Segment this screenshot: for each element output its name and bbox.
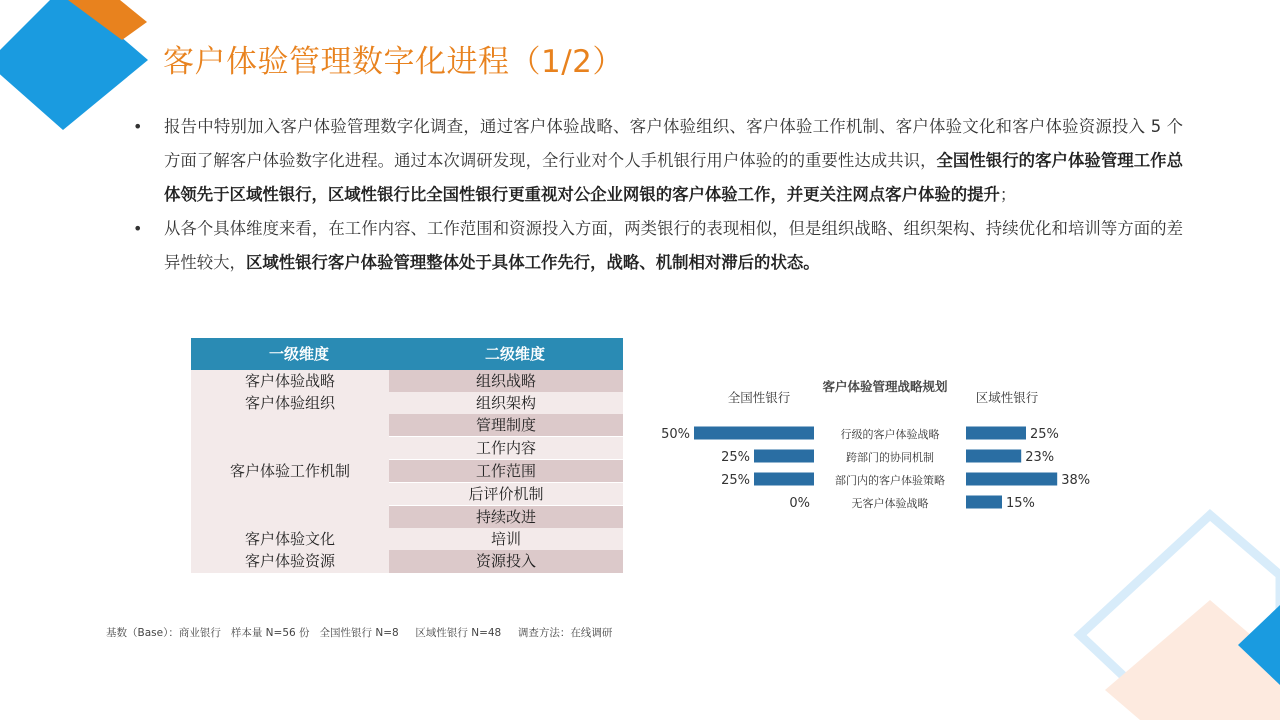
legend-left: 全国性银行 [727,390,791,405]
right-bar-label: 25% [1030,427,1059,442]
chart-title: 客户体验管理战略规划 [822,379,948,394]
bullet-bold: 区域性银行客户体验管理整体处于具体工作先行，战略、机制相对滞后的状态。 [245,253,820,272]
table-body [191,370,623,573]
footnote: 基数（Base）：商业银行 样本量 N=56 份 全国性银行 N=8 区域性银行 N=48 调查方法：在线调研 [106,627,613,639]
header-level1: 一级维度 [268,345,329,363]
left-bar-label: 25% [721,473,750,488]
bullet-list [133,110,1183,280]
bullet-plain: 从各个具体维度来看，在工作内容、工作范围和资源投入方面，两类银行的表现相似，但是组织战略、组织架构、持续优化和培训等方面的差异性较大， [164,219,1183,272]
right-bar [966,427,1026,440]
level2-cell: 工作内容 [389,437,623,459]
left-bar-label: 0% [789,496,810,511]
bullet-tail: ； [999,185,1017,204]
level1-cell: 客户体验组织 [244,394,335,412]
right-bar-label: 38% [1061,473,1091,488]
level2-cell: 培训 [389,528,623,550]
corner-decoration-bottom-right [1070,500,1280,720]
bullet-item [133,110,1183,212]
level2-cell: 组织战略 [389,370,623,392]
left-bar [754,450,814,463]
left-bar-label: 50% [661,427,690,442]
right-bar [966,496,1002,509]
page-title: 客户体验管理数字化进程（1/2） [163,44,624,80]
level2-cell: 组织架构 [389,392,623,414]
category-label: 行级的客户体验战略 [840,428,940,441]
level1-cell: 客户体验工作机制 [229,462,350,480]
bullet-text [164,110,1183,212]
table-header [191,338,623,370]
category-label: 跨部门的协同机制 [846,451,934,464]
category-label: 部门内的客户体验策略 [835,474,945,487]
right-bar-label: 23% [1025,450,1055,465]
bullet-text [164,212,1183,280]
level1-cell: 客户体验战略 [244,372,335,390]
bullet-plain: 报告中特别加入客户体验管理数字化调查，通过客户体验战略、客户体验组织、客户体验工作机制、客户体验文化和客户体验资源投入 5 个方面了解客户体验数字化进程。通过本次调研发现，全行业对个人手机银行用户体验的的重要性达成共识， [164,117,1183,170]
right-bar [966,450,1021,463]
left-bar-label: 25% [721,450,750,465]
dimension-table [191,338,623,573]
right-bar [966,473,1057,486]
level2-cell: 持续改进 [389,506,623,528]
level2-cell: 管理制度 [389,414,623,436]
bullet-bold: 全国性银行的客户体验管理工作总体领先于区域性银行，区域性银行比全国性银行更重视对公企业网银的客户体验工作，并更关注网点客户体验的提升 [164,151,1183,204]
left-bar [754,473,814,486]
header-level2: 二级维度 [484,345,545,363]
right-bar-label: 15% [1006,496,1035,511]
level2-cell: 工作范围 [389,460,623,482]
bullet-dot: • [133,117,143,136]
bullet-dot: • [133,219,143,238]
level1-cell: 客户体验资源 [244,552,335,570]
left-bar [694,427,814,440]
level2-cell: 后评价机制 [389,483,623,505]
bullet-item [133,212,1183,280]
legend-right: 区域性银行 [975,390,1039,405]
category-label: 无客户体验战略 [851,497,929,510]
level2-cell: 资源投入 [389,550,623,573]
level1-cell: 客户体验文化 [244,530,335,548]
strategy-butterfly-chart [640,360,1100,530]
